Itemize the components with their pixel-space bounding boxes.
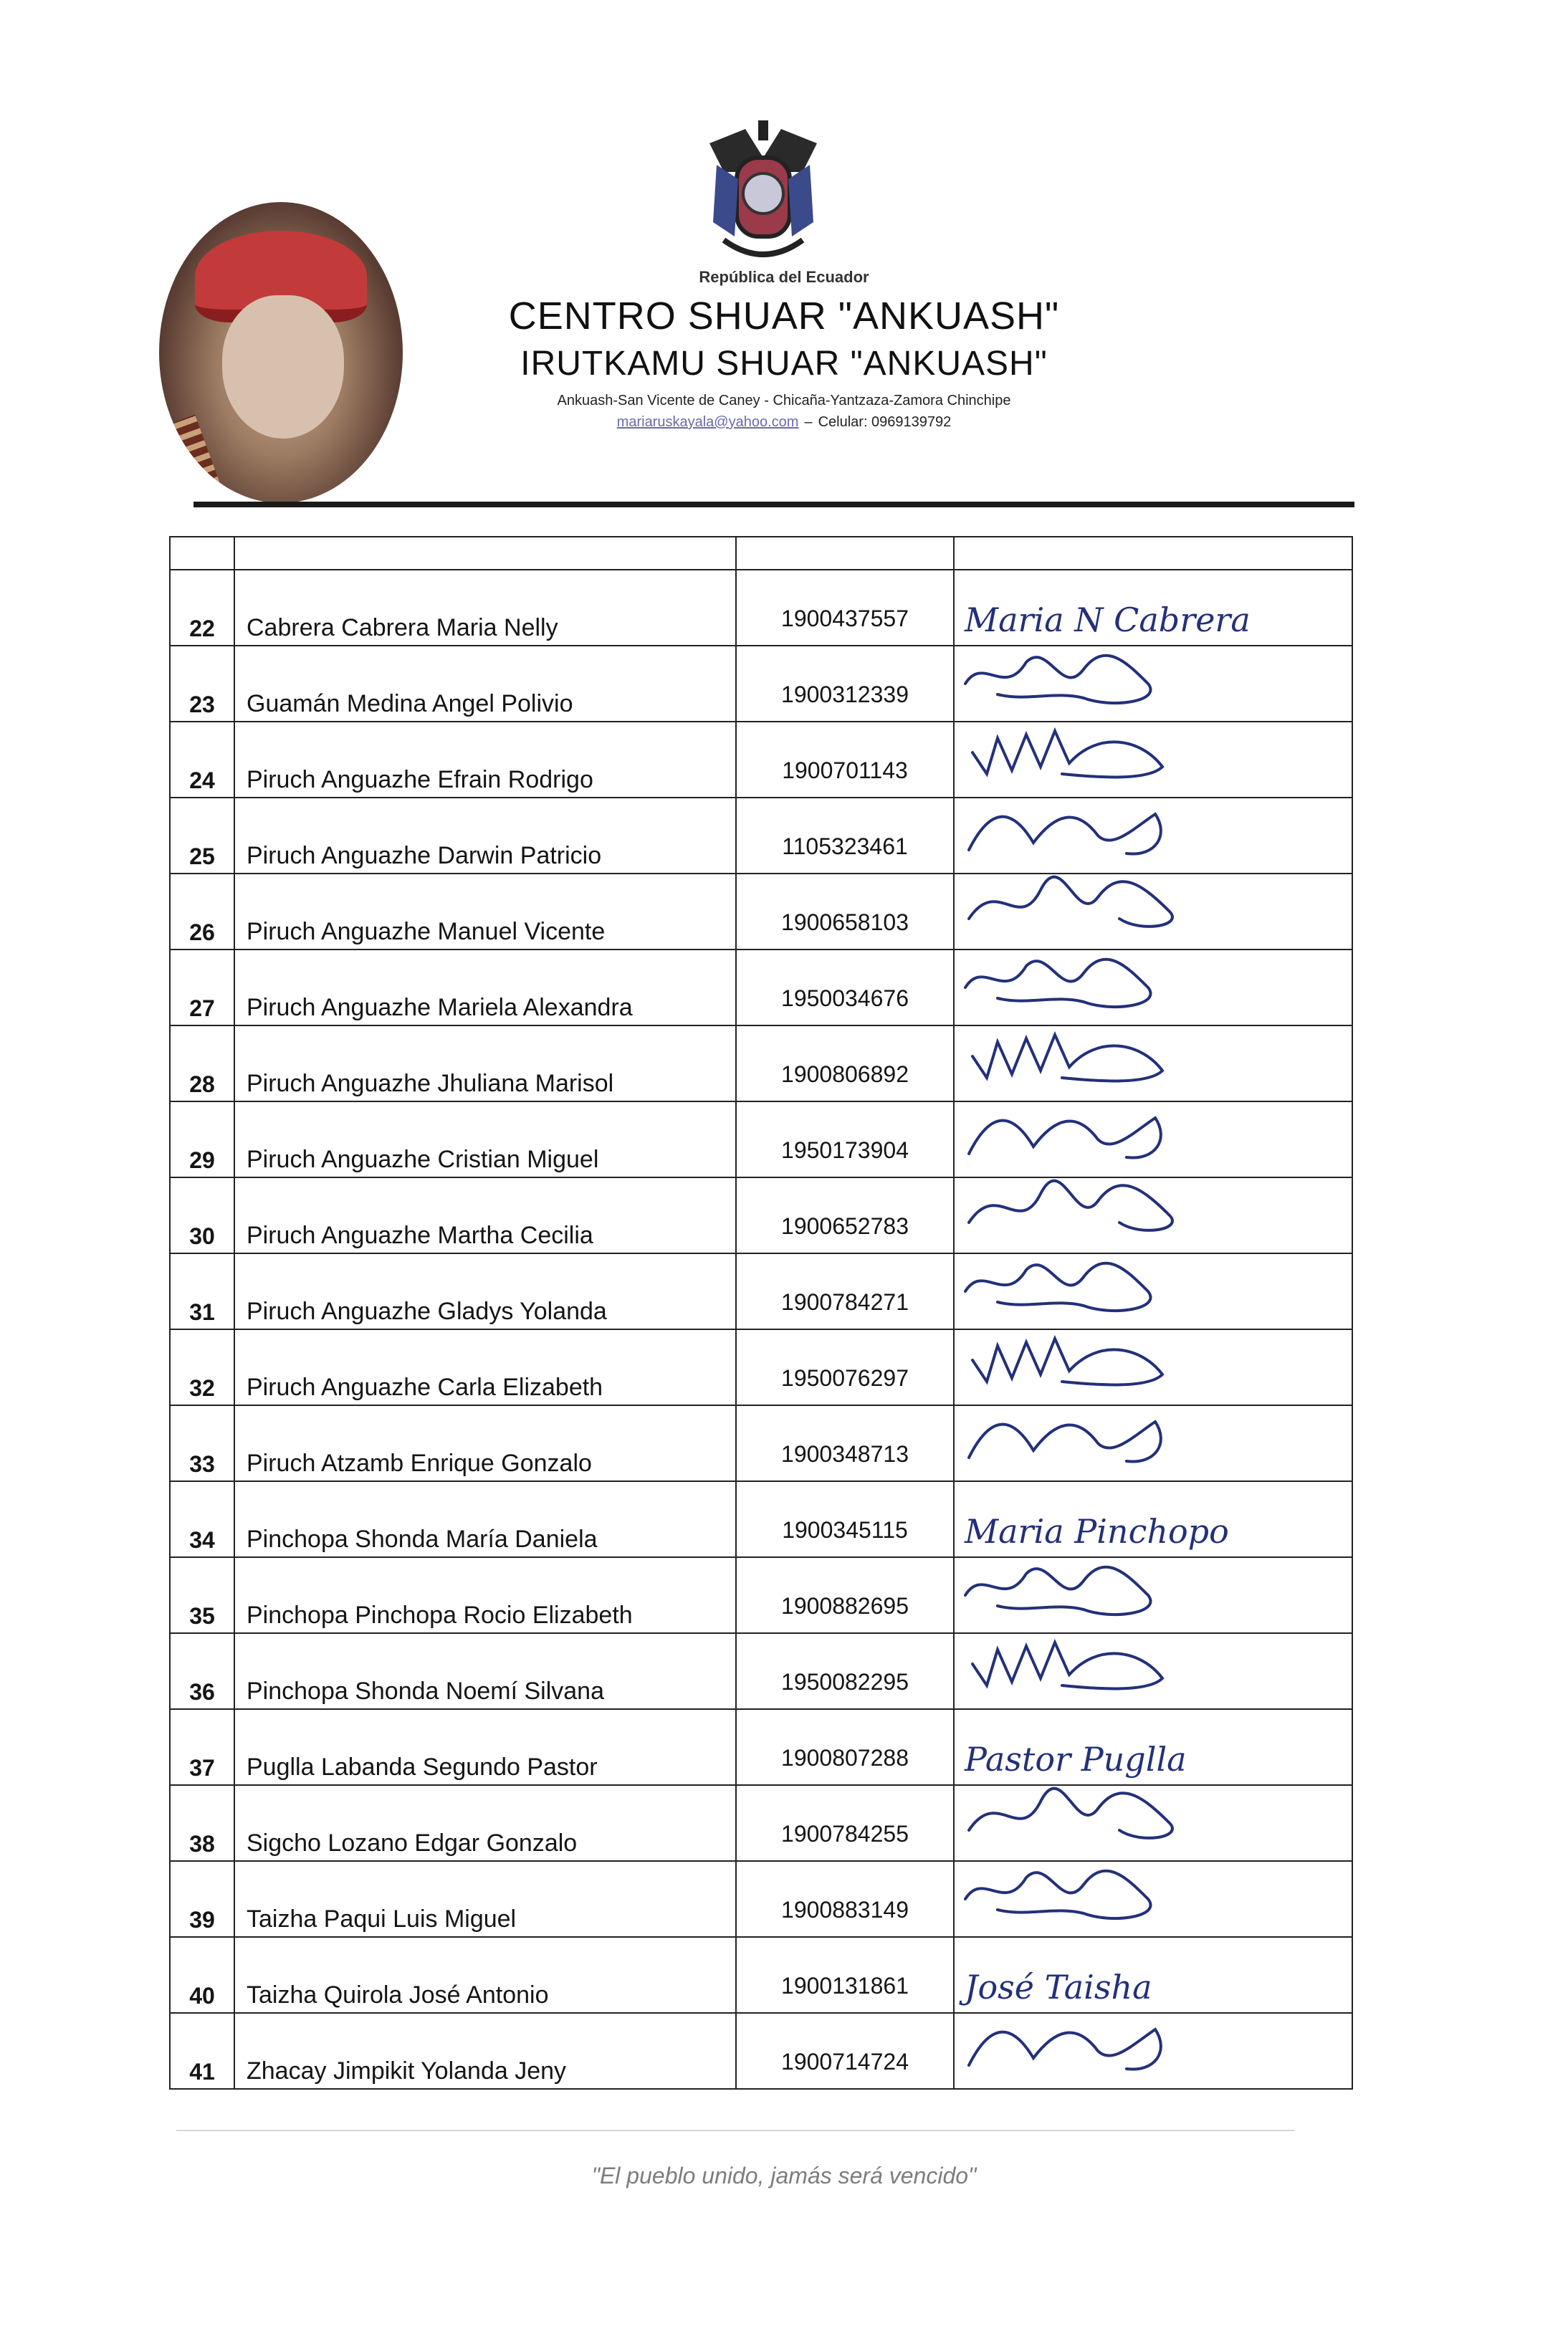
handwritten-signature	[955, 1545, 1353, 1624]
signature-table	[169, 536, 1353, 2090]
row-number: 35	[170, 1557, 234, 1633]
signature-cell	[954, 2013, 1352, 2089]
row-number: 39	[170, 1861, 234, 1937]
handwritten-signature	[955, 1849, 1353, 1928]
id-number: 1900701143	[736, 722, 954, 798]
id-number: 1900658103	[736, 874, 954, 950]
id-number: 1900806892	[736, 1025, 954, 1101]
row-number: 31	[170, 1253, 234, 1329]
table-row	[170, 1405, 1352, 1481]
handwritten-signature	[955, 785, 1353, 864]
member-name: Taizha Paqui Luis Miguel	[234, 1861, 736, 1937]
member-name: Piruch Anguazhe Martha Cecilia	[234, 1177, 736, 1253]
phone-number: Celular: 0969139792	[818, 414, 952, 430]
id-number: 1900807288	[736, 1709, 954, 1785]
id-number: 1900312339	[736, 646, 954, 722]
handwritten-signature	[955, 633, 1353, 712]
id-number: 1950173904	[736, 1101, 954, 1177]
id-number: 1950034676	[736, 950, 954, 1025]
id-number: 1900784255	[736, 1785, 954, 1861]
id-number: 1900652783	[736, 1177, 954, 1253]
organization-subtitle: IRUTKAMU SHUAR "ANKUASH"	[520, 345, 1048, 383]
handwritten-signature	[955, 2001, 1353, 2080]
member-name: Piruch Anguazhe Carla Elizabeth	[234, 1329, 736, 1405]
contact-line	[0, 414, 1568, 431]
member-name: Sigcho Lozano Edgar Gonzalo	[234, 1785, 736, 1861]
handwritten-signature: Maria N Cabrera	[965, 601, 1251, 639]
address-line: Ankuash-San Vicente de Caney - Chicaña-Yantzaza-Zamora Chinchipe	[557, 393, 1011, 408]
member-name: Piruch Anguazhe Manuel Vicente	[234, 874, 736, 950]
row-number: 26	[170, 874, 234, 950]
id-number: 1900883149	[736, 1861, 954, 1937]
member-name: Pinchopa Shonda Noemí Silvana	[234, 1633, 736, 1709]
signature-cell	[954, 1861, 1352, 1937]
id-number: 1105323461	[736, 798, 954, 874]
member-name: Piruch Anguazhe Cristian Miguel	[234, 1101, 736, 1177]
row-number: 28	[170, 1025, 234, 1101]
id-number: 1900714724	[736, 2013, 954, 2089]
handwritten-signature: José Taisha	[965, 1968, 1152, 2006]
handwritten-signature	[955, 1241, 1353, 1320]
row-number: 38	[170, 1785, 234, 1861]
member-name: Puglla Labanda Segundo Pastor	[234, 1709, 736, 1785]
row-number: 40	[170, 1937, 234, 2013]
member-name: Cabrera Cabrera Maria Nelly	[234, 570, 736, 646]
handwritten-signature: Pastor Puglla	[965, 1740, 1187, 1779]
id-number: 1900131861	[736, 1937, 954, 2013]
member-name: Taizha Quirola José Antonio	[234, 1937, 736, 2013]
footer-divider	[176, 2130, 1294, 2131]
row-number: 22	[170, 570, 234, 646]
header-divider	[193, 502, 1354, 507]
member-name: Piruch Anguazhe Darwin Patricio	[234, 798, 736, 874]
member-name: Piruch Anguazhe Efrain Rodrigo	[234, 722, 736, 798]
row-number: 23	[170, 646, 234, 722]
row-number: 41	[170, 2013, 234, 2089]
id-number: 1900345115	[736, 1481, 954, 1557]
handwritten-signature	[955, 1393, 1353, 1472]
row-number: 27	[170, 950, 234, 1025]
signature-table-body	[170, 537, 1352, 2089]
row-number: 33	[170, 1405, 234, 1481]
handwritten-signature: Maria Pinchopo	[965, 1512, 1229, 1551]
signature-cell	[954, 1405, 1352, 1481]
handwritten-signature	[955, 1013, 1353, 1092]
email-link[interactable]: mariaruskayala@yahoo.com	[616, 414, 799, 430]
signature-cell	[954, 1633, 1352, 1709]
row-number: 36	[170, 1633, 234, 1709]
member-name: Pinchopa Shonda María Daniela	[234, 1481, 736, 1557]
handwritten-signature	[955, 1165, 1353, 1244]
id-number: 1900437557	[736, 570, 954, 646]
row-number: 34	[170, 1481, 234, 1557]
ecuador-coat-of-arms	[695, 115, 831, 272]
handwritten-signature	[955, 937, 1353, 1016]
table-row	[170, 1633, 1352, 1709]
id-number: 1900348713	[736, 1405, 954, 1481]
member-name: Piruch Anguazhe Mariela Alexandra	[234, 950, 736, 1025]
id-number: 1900882695	[736, 1557, 954, 1633]
handwritten-signature	[955, 1773, 1353, 1852]
row-number: 37	[170, 1709, 234, 1785]
table-row	[170, 2013, 1352, 2089]
id-number: 1950076297	[736, 1329, 954, 1405]
organization-title: CENTRO SHUAR "ANKUASH"	[508, 295, 1060, 338]
handwritten-signature	[955, 1621, 1353, 1700]
member-name: Piruch Anguazhe Jhuliana Marisol	[234, 1025, 736, 1101]
row-number: 29	[170, 1101, 234, 1177]
member-name: Piruch Anguazhe Gladys Yolanda	[234, 1253, 736, 1329]
table-row	[170, 1861, 1352, 1937]
member-name: Piruch Atzamb Enrique Gonzalo	[234, 1405, 736, 1481]
row-number: 32	[170, 1329, 234, 1405]
handwritten-signature	[955, 861, 1353, 940]
contact-separator: –	[804, 414, 813, 430]
row-number: 24	[170, 722, 234, 798]
member-name: Pinchopa Pinchopa Rocio Elizabeth	[234, 1557, 736, 1633]
id-number: 1900784271	[736, 1253, 954, 1329]
row-number: 30	[170, 1177, 234, 1253]
handwritten-signature	[955, 709, 1353, 788]
handwritten-signature	[955, 1089, 1353, 1168]
id-number: 1950082295	[736, 1633, 954, 1709]
republica-label: República del Ecuador	[699, 268, 869, 286]
member-name: Zhacay Jimpikit Yolanda Jeny	[234, 2013, 736, 2089]
footer-motto: "El pueblo unido, jamás será vencido"	[591, 2163, 977, 2189]
handwritten-signature	[955, 1317, 1353, 1396]
row-number: 25	[170, 798, 234, 874]
table-top-row	[170, 537, 1352, 570]
member-name: Guamán Medina Angel Polivio	[234, 646, 736, 722]
